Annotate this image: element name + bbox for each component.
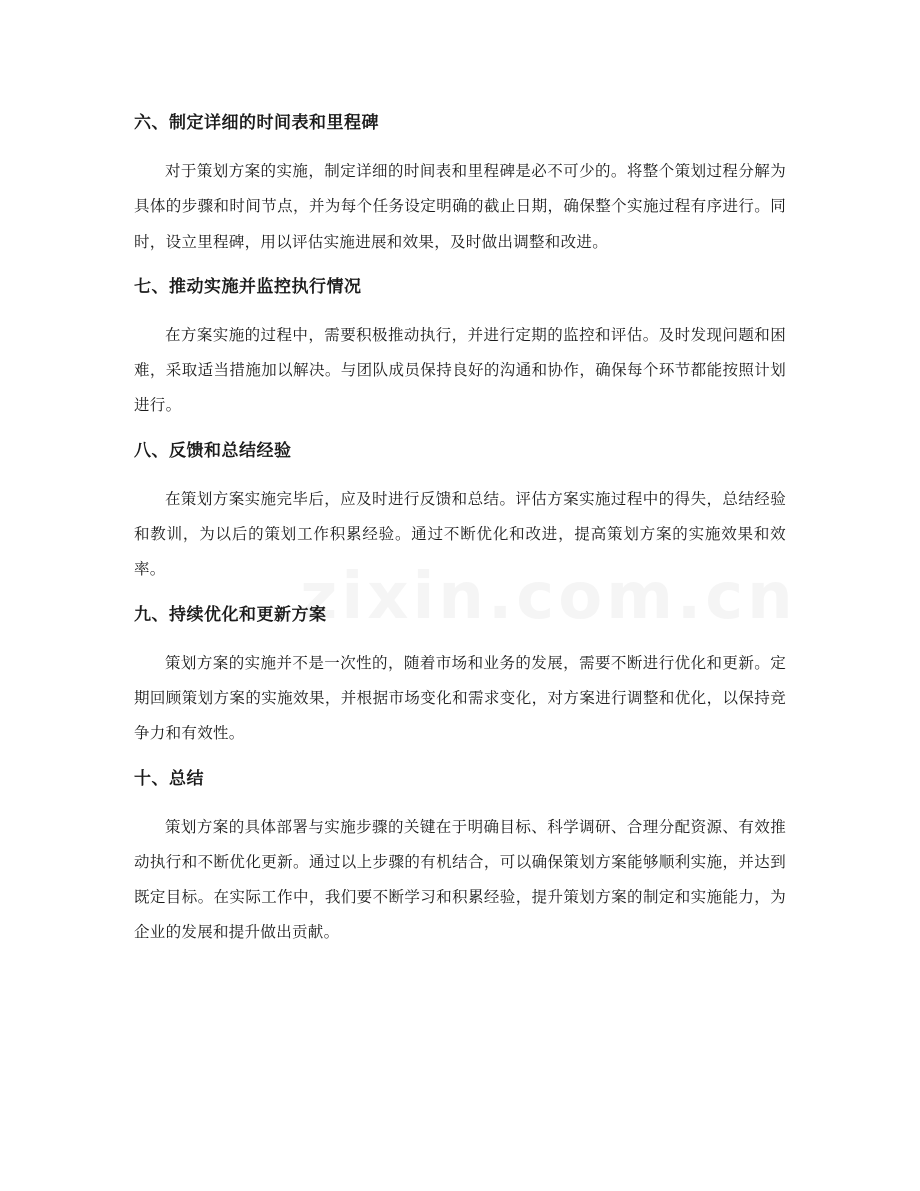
section-paragraph: 在策划方案实施完毕后，应及时进行反馈和总结。评估方案实施过程中的得失，总结经验和教训，为以后的策划工作积累经验。通过不断优化和改进，提高策划方案的实施效果和效率。 bbox=[134, 489, 786, 579]
section-heading: 七、推动实施并监控执行情况 bbox=[134, 276, 362, 297]
section-8 bbox=[134, 434, 786, 588]
watermark: zixin.com.cn bbox=[300, 560, 797, 634]
section-heading: 六、制定详细的时间表和里程碑 bbox=[134, 113, 379, 133]
section-paragraph: 对于策划方案的实施，制定详细的时间表和里程碑是必不可少的。将整个策划过程分解为具体的步骤和时间节点，并为每个任务设定明确的截止日期，确保整个实施过程有序进行。同时，设立里程碑，用以评估实施进展和效果，及时做出调整和改进。 bbox=[134, 162, 786, 251]
section-9 bbox=[134, 598, 786, 752]
section-paragraph: 在方案实施的过程中，需要积极推动执行，并进行定期的监控和评估。及时发现问题和困难，采取适当措施加以解决。与团队成员保持良好的沟通和协作，确保每个环节都能按照计划进行。 bbox=[134, 325, 786, 415]
section-heading: 九、持续优化和更新方案 bbox=[134, 604, 327, 625]
section-paragraph: 策划方案的具体部署与实施步骤的关键在于明确目标、科学调研、合理分配资源、有效推动执行和不断优化更新。通过以上步骤的有机结合，可以确保策划方案能够顺利实施，并达到既定目标。在实际工作中，我们要不断学习和积累经验，提升策划方案的制定和实施能力，为企业的发展和提升做出贡献。 bbox=[134, 817, 786, 942]
section-paragraph: 策划方案的实施并不是一次性的，随着市场和业务的发展，需要不断进行优化和更新。定期回顾策划方案的实施效果，并根据市场变化和需求变化，对方案进行调整和优化，以保持竞争力和有效性。 bbox=[134, 653, 786, 743]
document-body bbox=[134, 106, 786, 961]
section-6 bbox=[134, 106, 786, 260]
section-heading: 十、总结 bbox=[134, 768, 204, 789]
section-7 bbox=[134, 270, 786, 424]
section-heading: 八、反馈和总结经验 bbox=[134, 440, 292, 461]
section-10 bbox=[134, 762, 786, 951]
